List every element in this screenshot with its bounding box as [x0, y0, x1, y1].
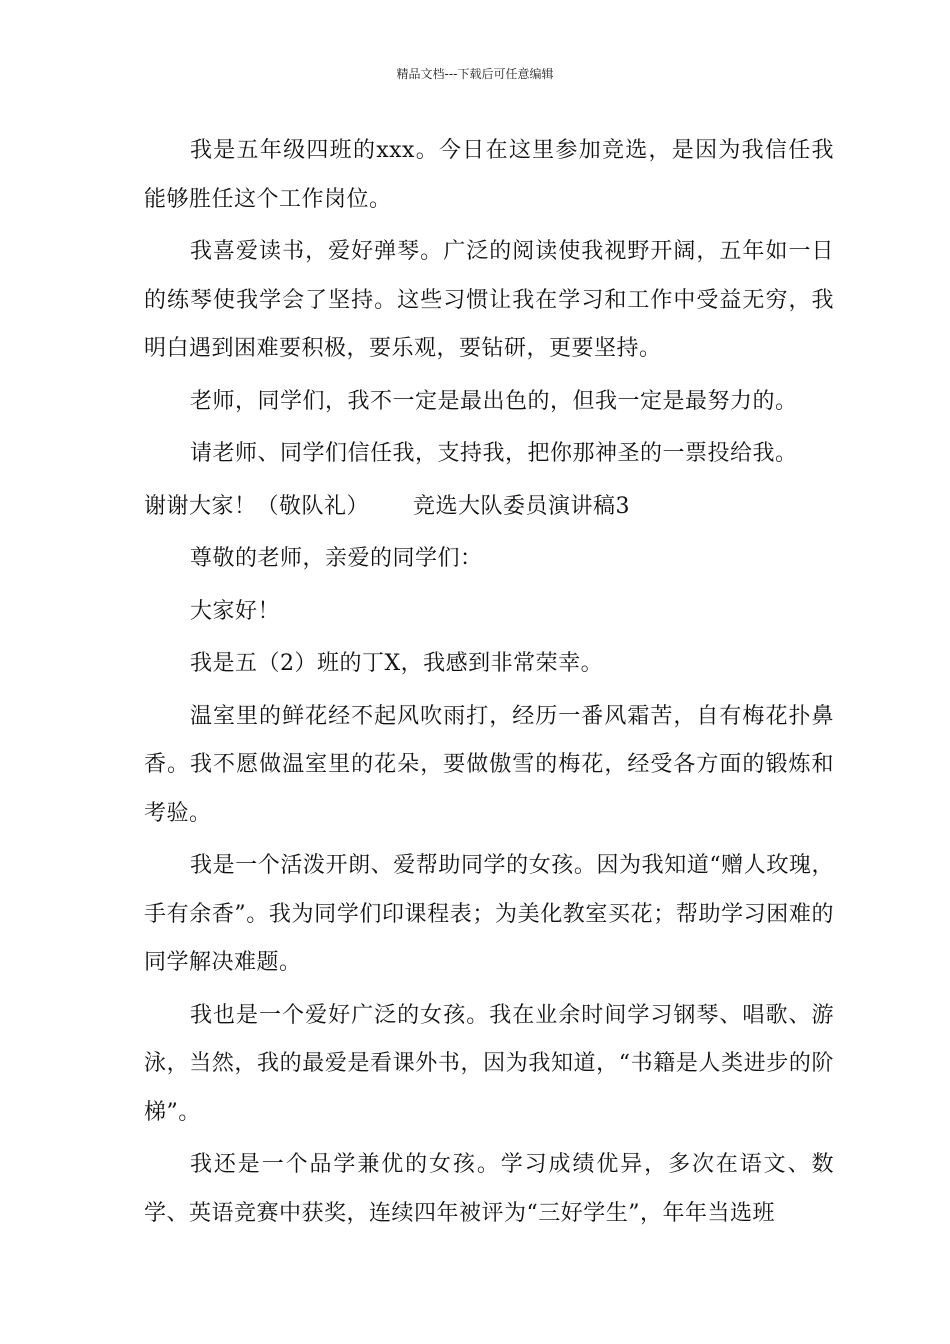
thanks-text: 谢谢大家！（敬队礼） — [144, 493, 370, 519]
paragraph: 大家好！ — [190, 598, 281, 624]
paragraph: 我还是一个品学兼优的女孩。学习成绩优异，多次在语文、数学、英语竞赛中获奖，连续四年被评为“三好学生”，年年当选班 — [144, 1152, 834, 1226]
paragraph: 我喜爱读书，爱好弹琴。广泛的阅读使我视野开阔，五年如一日的练琴使我学会了坚持。这些习惯让我在学习和工作中受益无穷，我明白遇到困难要积极，要乐观，要钻研，更要坚持。 — [144, 239, 834, 361]
paragraph: 我是一个活泼开朗、爱帮助同学的女孩。因为我知道“赠人玫瑰，手有余香”。我为同学们印课程表；为美化教室买花；帮助学习困难的同学解决难题。 — [144, 853, 834, 975]
paragraph: 温室里的鲜花经不起风吹雨打，经历一番风霜苦，自有梅花扑鼻香。我不愿做温室里的花朵，要做傲雪的梅花，经受各方面的锻炼和考验。 — [144, 703, 834, 826]
paragraph: 我是五年级四班的xxx。今日在这里参加竞选，是因为我信任我能够胜任这个工作岗位。 — [144, 138, 834, 212]
page-header: 精品文档---下载后可任意编辑 — [396, 67, 554, 81]
paragraph: 请老师、同学们信任我，支持我，把你那神圣的一票投给我。 — [190, 441, 798, 466]
document-body — [144, 127, 834, 1242]
closing-line — [144, 483, 834, 532]
paragraph: 尊敬的老师，亲爱的同学们： — [190, 546, 483, 571]
paragraph: 我也是一个爱好广泛的女孩。我在业余时间学习钢琴、唱歌、游泳，当然，我的最爱是看课外书，因为我知道，“书籍是人类进步的阶梯”。 — [144, 1002, 834, 1125]
speech-title: 竞选大队委员演讲稿3 — [413, 493, 631, 519]
paragraph: 老师，同学们，我不一定是最出色的，但我一定是最努力的。 — [190, 388, 798, 414]
paragraph: 我是五（2）班的丁X，我感到非常荣幸。 — [190, 651, 604, 676]
